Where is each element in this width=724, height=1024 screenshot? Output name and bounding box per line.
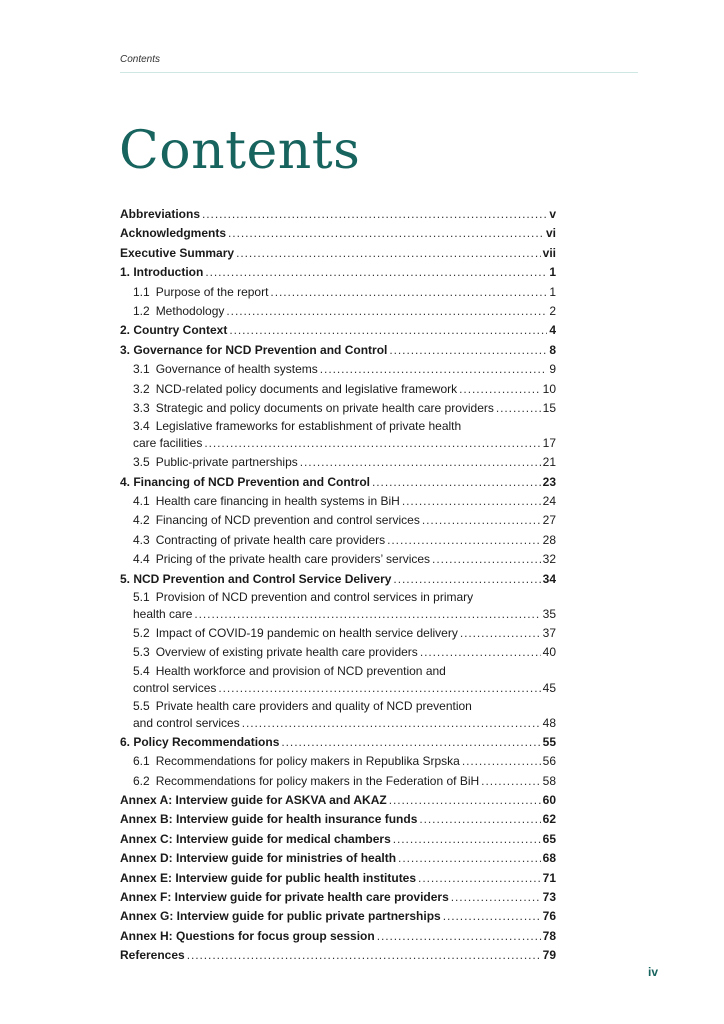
- toc-subsection-entry[interactable]: [120, 283, 556, 302]
- toc-row: [120, 946, 556, 965]
- toc-entry-page: 1: [549, 284, 556, 299]
- dot-leader: [236, 244, 541, 263]
- dot-leader: [320, 360, 548, 379]
- toc-entry-title: Overview of existing private health care providers: [155, 645, 418, 660]
- toc-section-entry[interactable]: [120, 341, 556, 360]
- toc-entry-title: Acknowledgments: [120, 226, 227, 241]
- dot-leader: [393, 570, 540, 589]
- toc-row: [120, 224, 556, 243]
- dot-leader: [419, 810, 540, 829]
- dot-leader: [202, 205, 547, 224]
- toc-subsection-entry[interactable]: [120, 624, 556, 643]
- toc-entry-title: Purpose of the report: [155, 284, 269, 299]
- toc-entry-page: 17: [542, 436, 556, 451]
- toc-entry-number: 4.2: [133, 513, 150, 528]
- dot-leader: [218, 679, 540, 698]
- toc-section-entry[interactable]: [120, 849, 556, 868]
- toc-entry-page: 40: [542, 645, 556, 660]
- toc-entry-number: 3.2: [133, 381, 150, 396]
- toc-row: [120, 321, 556, 340]
- dot-leader: [393, 830, 541, 849]
- toc-entry-title: Annex D: Interview guide for ministries of health: [120, 851, 397, 866]
- toc-entry-title: Annex A: Interview guide for ASKVA and AKAZ: [120, 792, 387, 807]
- toc-row: [120, 453, 556, 472]
- toc-entry-title: 2. Country Context: [120, 323, 228, 338]
- toc-entry-title: 1. Introduction: [120, 265, 204, 280]
- toc-subsection-entry[interactable]: [120, 360, 556, 379]
- dot-leader: [205, 263, 547, 282]
- toc-entry-title-continued: control services: [133, 680, 217, 695]
- toc-section-entry[interactable]: [120, 810, 556, 829]
- dot-leader: [229, 321, 547, 340]
- toc-entry-title: Methodology: [155, 303, 225, 318]
- toc-entry-title-continued: care facilities: [133, 436, 203, 451]
- toc-section-entry[interactable]: [120, 869, 556, 888]
- toc-section-entry[interactable]: [120, 224, 556, 243]
- toc-subsection-entry[interactable]: [120, 511, 556, 530]
- dot-leader: [204, 434, 540, 453]
- toc-entry-page: 55: [542, 734, 556, 749]
- dot-leader: [496, 399, 541, 418]
- toc-entry-page: 21: [542, 455, 556, 470]
- toc-entry-title: Executive Summary: [120, 245, 235, 260]
- toc-entry-page: 2: [549, 303, 556, 318]
- toc-section-entry[interactable]: [120, 321, 556, 340]
- dot-leader: [377, 927, 541, 946]
- toc-entry-title: Annex H: Questions for focus group session: [120, 928, 375, 943]
- toc-entry-number: 5.3: [133, 645, 150, 660]
- toc-section-entry[interactable]: [120, 570, 556, 589]
- toc-section-entry[interactable]: [120, 263, 556, 282]
- toc-entry-page: 78: [542, 928, 556, 943]
- toc-row: [120, 570, 556, 589]
- toc-entry-title: Private health care providers and quality of NCD prevention: [155, 698, 472, 713]
- dot-leader: [372, 473, 541, 492]
- dot-leader: [460, 624, 541, 643]
- toc-subsection-entry[interactable]: [120, 643, 556, 662]
- toc-entry-title: Recommendations for policy makers in the Federation of BiH: [155, 773, 480, 788]
- toc-entry-title: Annex E: Interview guide for public health institutes: [120, 870, 417, 885]
- dot-leader: [432, 550, 541, 569]
- header-rule: [120, 72, 638, 73]
- toc-entry-page: 10: [542, 381, 556, 396]
- dot-leader: [270, 283, 547, 302]
- toc-row: [120, 624, 556, 643]
- dot-leader: [389, 341, 547, 360]
- toc-entry-title: 5. NCD Prevention and Control Service Delivery: [120, 571, 392, 586]
- toc-entry-title: NCD-related policy documents and legislative framework: [155, 381, 458, 396]
- dot-leader: [387, 531, 541, 550]
- toc-entry-page: 71: [542, 870, 556, 885]
- dot-leader: [194, 605, 540, 624]
- dot-leader: [443, 907, 541, 926]
- toc-subsection-entry[interactable]: [120, 453, 556, 472]
- toc-entry-title: Annex G: Interview guide for public private partnerships: [120, 909, 441, 924]
- toc-row: [120, 550, 556, 569]
- toc-row: [120, 492, 556, 511]
- toc-entry-number: 1.2: [133, 303, 150, 318]
- toc-subsection-entry[interactable]: [120, 302, 556, 321]
- toc-entry-title: Health workforce and provision of NCD prevention and: [155, 663, 446, 678]
- toc-row: [120, 772, 556, 791]
- toc-entry-page: 56: [542, 754, 556, 769]
- toc-row: [120, 244, 556, 263]
- dot-leader: [451, 888, 541, 907]
- toc-entry-page: 32: [542, 552, 556, 567]
- toc-entry-title: 3. Governance for NCD Prevention and Control: [120, 342, 388, 357]
- dot-leader: [422, 511, 541, 530]
- toc-row: [120, 714, 556, 733]
- toc-entry-page: 35: [542, 607, 556, 622]
- toc-subsection-entry[interactable]: [120, 492, 556, 511]
- toc-subsection-entry[interactable]: [120, 752, 556, 771]
- toc-row: [120, 869, 556, 888]
- toc-section-entry[interactable]: [120, 946, 556, 965]
- toc-row: [120, 360, 556, 379]
- toc-entry-title: Legislative frameworks for establishment of private health: [155, 419, 462, 434]
- dot-leader: [300, 453, 541, 472]
- toc-section-entry[interactable]: [120, 205, 556, 224]
- toc-row: [120, 589, 556, 605]
- toc-entry-page: 15: [542, 400, 556, 415]
- toc-entry-page: 8: [549, 342, 556, 357]
- toc-entry-page: 24: [542, 494, 556, 509]
- toc-entry-page: v: [549, 207, 556, 221]
- toc-entry-page: 58: [542, 773, 556, 788]
- toc-entry-title: Financing of NCD prevention and control services: [155, 513, 420, 528]
- toc-entry-title: Annex F: Interview guide for private health care providers: [120, 889, 449, 904]
- toc-entry-page: 65: [542, 831, 556, 846]
- toc-entry-title-continued: and control services: [133, 715, 240, 730]
- toc-entry-title: Strategic and policy documents on private health care providers: [155, 400, 494, 415]
- toc-row: [120, 643, 556, 662]
- toc-entry-number: 6.2: [133, 773, 150, 788]
- toc-entry-page: 4: [549, 323, 556, 338]
- toc-row: [120, 752, 556, 771]
- toc-entry-page: 73: [542, 889, 556, 904]
- toc-entry-title: References: [120, 948, 185, 963]
- toc-entry-number: 3.3: [133, 400, 150, 415]
- dot-leader: [420, 643, 541, 662]
- toc-entry-page: 9: [549, 362, 556, 377]
- toc-entry-page: 23: [542, 474, 556, 489]
- toc-section-entry[interactable]: [120, 473, 556, 492]
- dot-leader: [418, 869, 541, 888]
- toc-entry-number: 6.1: [133, 754, 150, 769]
- dot-leader: [481, 772, 540, 791]
- toc-entry-number: 5.1: [133, 590, 150, 605]
- toc-entry-title: Abbreviations: [120, 207, 201, 221]
- toc-row: [120, 791, 556, 810]
- toc-subsection-entry[interactable]: [120, 399, 556, 418]
- toc-entry-title: 4. Financing of NCD Prevention and Control: [120, 474, 371, 489]
- toc-entry-page: 48: [542, 715, 556, 730]
- toc-entry-page: 37: [542, 626, 556, 641]
- toc-subsection-entry[interactable]: [120, 698, 556, 733]
- toc-entry-page: 45: [542, 680, 556, 695]
- toc-row: [120, 733, 556, 752]
- running-head: Contents: [120, 54, 161, 65]
- toc-subsection-entry[interactable]: [120, 531, 556, 550]
- dot-leader: [226, 302, 547, 321]
- page-number: iv: [648, 965, 659, 979]
- toc-section-entry[interactable]: [120, 791, 556, 810]
- toc-entry-number: 5.5: [133, 698, 150, 713]
- toc-entry-page: 34: [542, 571, 556, 586]
- toc-section-entry[interactable]: [120, 927, 556, 946]
- toc-subsection-entry[interactable]: [120, 589, 556, 624]
- toc-row: [120, 341, 556, 360]
- dot-leader: [242, 714, 541, 733]
- toc-entry-number: 3.5: [133, 455, 150, 470]
- toc-entry-page: 79: [542, 948, 556, 963]
- toc-row: [120, 830, 556, 849]
- toc-section-entry[interactable]: [120, 907, 556, 926]
- toc-section-entry[interactable]: [120, 830, 556, 849]
- toc-section-entry[interactable]: [120, 888, 556, 907]
- toc-entry-title: Public-private partnerships: [155, 455, 298, 470]
- toc-entry-page: 60: [542, 792, 556, 807]
- toc-row: [120, 380, 556, 399]
- table-of-contents: [120, 205, 556, 966]
- toc-entry-page: 28: [542, 532, 556, 547]
- toc-row: [120, 263, 556, 282]
- toc-entry-title-continued: health care: [133, 607, 193, 622]
- toc-row: [120, 399, 556, 418]
- dot-leader: [281, 733, 540, 752]
- toc-entry-title: Annex B: Interview guide for health insurance funds: [120, 812, 418, 827]
- toc-entry-page: vi: [545, 226, 556, 241]
- toc-entry-title: Recommendations for policy makers in Republika Srpska: [155, 754, 460, 769]
- toc-subsection-entry[interactable]: [120, 772, 556, 791]
- toc-section-entry[interactable]: [120, 733, 556, 752]
- toc-entry-number: 5.2: [133, 626, 150, 641]
- toc-row: [120, 511, 556, 530]
- toc-entry-page: 27: [542, 513, 556, 528]
- toc-entry-title: Health care financing in health systems in BiH: [155, 494, 400, 509]
- toc-entry-page: 68: [542, 851, 556, 866]
- toc-entry-title: Pricing of the private health care providers’ services: [155, 552, 431, 567]
- toc-row: [120, 205, 556, 224]
- toc-entry-title: Contracting of private health care providers: [155, 532, 386, 547]
- toc-subsection-entry[interactable]: [120, 380, 556, 399]
- toc-subsection-entry[interactable]: [120, 418, 556, 453]
- toc-row: [120, 927, 556, 946]
- toc-row: [120, 907, 556, 926]
- toc-entry-page: 76: [542, 909, 556, 924]
- toc-row: [120, 418, 556, 434]
- dot-leader: [398, 849, 541, 868]
- toc-entry-title: Governance of health systems: [155, 362, 318, 377]
- toc-entry-number: 4.1: [133, 494, 150, 509]
- toc-entry-title: Provision of NCD prevention and control services in primary: [155, 590, 474, 605]
- toc-row: [120, 283, 556, 302]
- toc-section-entry[interactable]: [120, 244, 556, 263]
- toc-row: [120, 434, 556, 453]
- toc-row: [120, 679, 556, 698]
- toc-entry-title: 6. Policy Recommendations: [120, 734, 280, 749]
- toc-entry-number: 5.4: [133, 663, 150, 678]
- dot-leader: [459, 380, 540, 399]
- toc-row: [120, 531, 556, 550]
- dot-leader: [228, 224, 544, 243]
- dot-leader: [187, 946, 541, 965]
- toc-subsection-entry[interactable]: [120, 550, 556, 569]
- toc-row: [120, 698, 556, 714]
- toc-row: [120, 849, 556, 868]
- dot-leader: [462, 752, 541, 771]
- toc-entry-page: 62: [542, 812, 556, 827]
- toc-entry-number: 3.4: [133, 419, 150, 434]
- toc-entry-number: 4.4: [133, 552, 150, 567]
- toc-entry-number: 4.3: [133, 532, 150, 547]
- toc-row: [120, 810, 556, 829]
- toc-row: [120, 605, 556, 624]
- toc-entry-number: 1.1: [133, 284, 150, 299]
- toc-entry-page: 1: [549, 265, 556, 280]
- toc-entry-number: 3.1: [133, 362, 150, 377]
- toc-entry-page: vii: [542, 245, 556, 260]
- toc-entry-title: Impact of COVID-19 pandemic on health service delivery: [155, 626, 458, 641]
- toc-row: [120, 473, 556, 492]
- toc-row: [120, 302, 556, 321]
- toc-subsection-entry[interactable]: [120, 663, 556, 698]
- page-title: Contents: [119, 121, 361, 181]
- dot-leader: [402, 492, 541, 511]
- toc-row: [120, 663, 556, 679]
- dot-leader: [389, 791, 541, 810]
- toc-entry-title: Annex C: Interview guide for medical chambers: [120, 831, 391, 846]
- toc-row: [120, 888, 556, 907]
